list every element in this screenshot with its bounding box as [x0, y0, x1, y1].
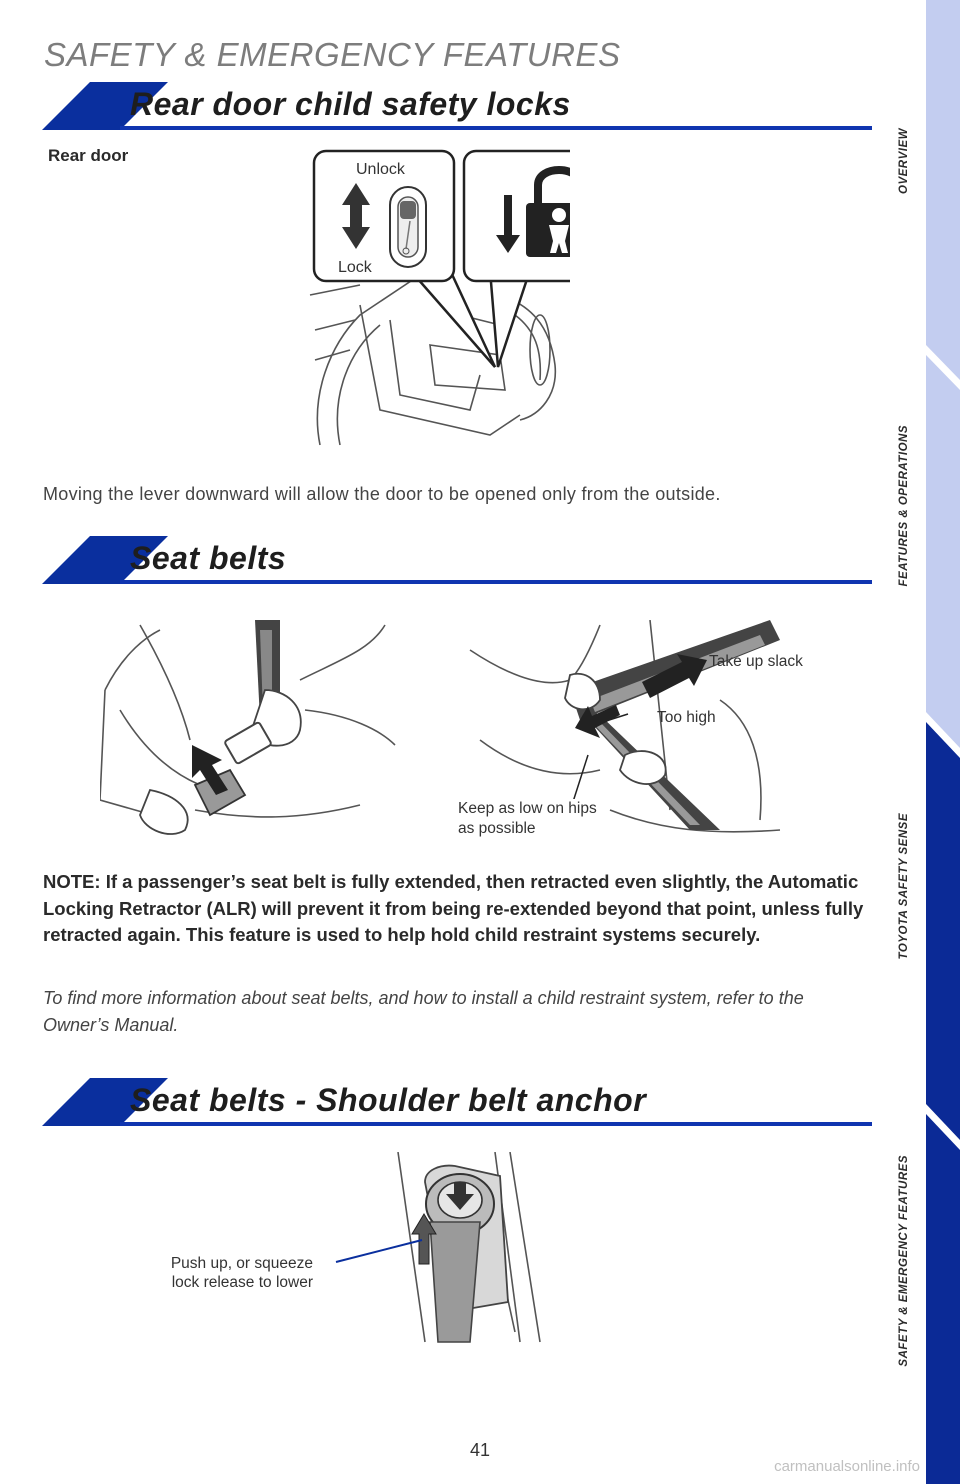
- too-high-label: Too high: [657, 709, 716, 726]
- sidebar-tab-overview[interactable]: OVERVIEW: [898, 128, 910, 194]
- anchor-instruction-label: [157, 1254, 313, 1292]
- owners-manual-note: To find more information about seat belts, and how to install a child restraint system, refer to the Owner’s Manual.: [43, 988, 804, 1035]
- keep-low-label: [458, 799, 597, 839]
- shoulder-anchor-illustration: [330, 1152, 560, 1344]
- section-header-door-locks: [42, 82, 874, 132]
- section-title: Seat belts - Shoulder belt anchor: [130, 1082, 647, 1118]
- sidebar-tab-features-operations[interactable]: FEATURES & OPERATIONS: [898, 425, 910, 587]
- section-title: Rear door child safety locks: [130, 86, 571, 122]
- alr-note: NOTE: If a passenger’s seat belt is fully extended, then retracted even slightly, the Automatic Locking Retractor (ALR) will prevent it from being re-extended beyond that point, unless fully retracted again. This feature is used to help hold child restraint systems securely.: [43, 871, 864, 945]
- take-up-slack-label: Take up slack: [709, 653, 803, 670]
- door-lock-illustration: [300, 145, 570, 457]
- section-title: Seat belts: [130, 540, 287, 576]
- keep-low-line-1: Keep as low on hips: [458, 800, 597, 817]
- keep-low-line-2: as possible: [458, 820, 536, 837]
- figure-label-rear-door: Rear door: [48, 146, 129, 165]
- sidebar-tab-toyota-safety-sense[interactable]: TOYOTA SAFETY SENSE: [898, 813, 910, 960]
- unlock-label: Unlock: [356, 161, 405, 178]
- section-header-seat-belts: [42, 536, 874, 586]
- page-number: 41: [469, 1440, 491, 1460]
- seat-belt-buckle-illustration: [100, 620, 400, 842]
- watermark: carmanualsonline.info: [774, 1458, 920, 1475]
- lock-label: Lock: [338, 259, 372, 276]
- anchor-label-line-1: Push up, or squeeze: [170, 1255, 313, 1272]
- sidebar-tab-graphic: [926, 0, 960, 1484]
- door-lock-description: Moving the lever downward will allow the door to be opened only from the outside.: [43, 484, 721, 504]
- anchor-label-line-2: lock release to lower: [171, 1274, 313, 1291]
- sidebar-tabs: [926, 0, 960, 1484]
- sidebar-tab-safety-emergency[interactable]: SAFETY & EMERGENCY FEATURES: [898, 1155, 910, 1367]
- page-header: SAFETY & EMERGENCY FEATURES: [44, 36, 621, 73]
- section-header-shoulder-anchor: [42, 1078, 874, 1128]
